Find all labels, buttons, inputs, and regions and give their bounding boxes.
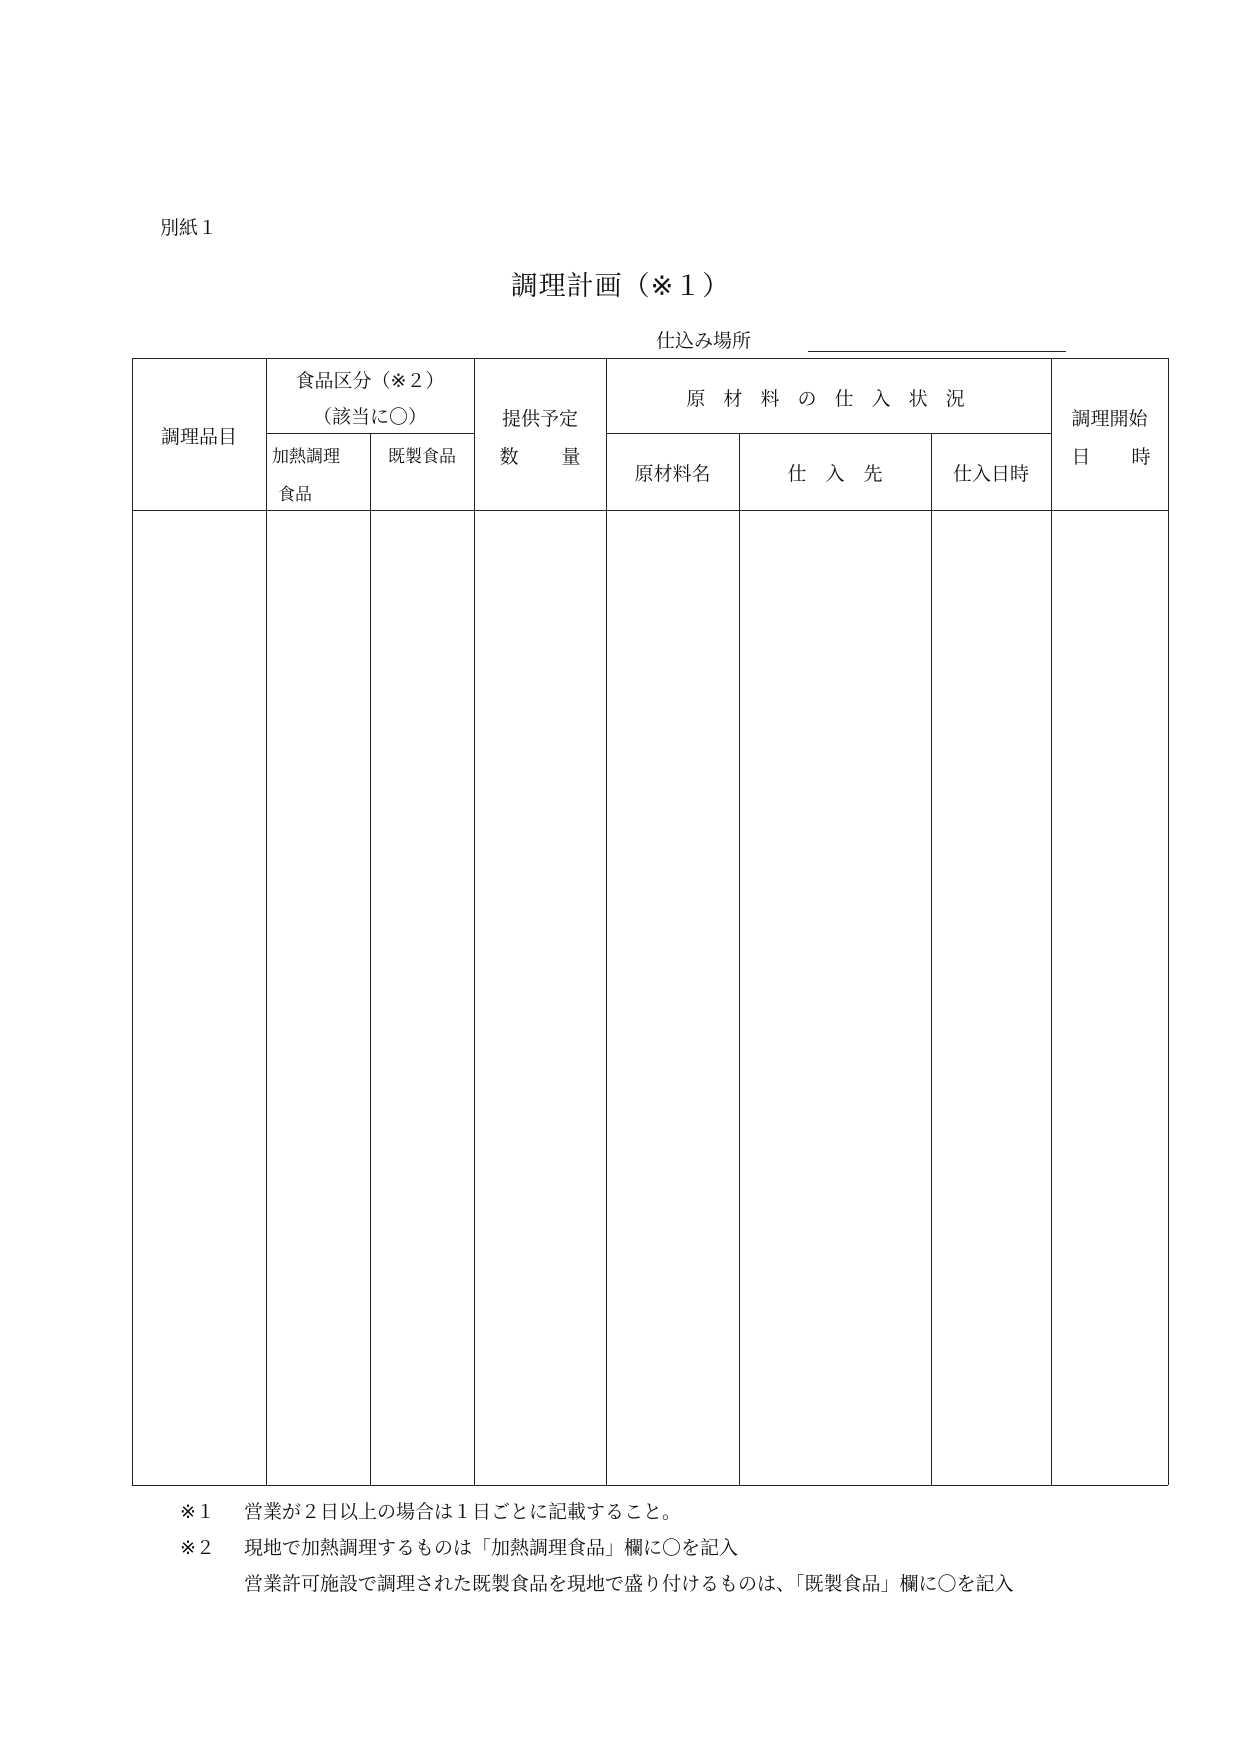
header-supplier: 仕 入 先 [787, 463, 883, 485]
footnote-1-mark: ※１ [180, 1501, 215, 1523]
entry-area[interactable] [134, 512, 1167, 1484]
header-purchase-datetime: 仕入日時 [952, 463, 1029, 485]
table-right-border [1168, 358, 1169, 1485]
prep-place-label: 仕込み場所 [656, 330, 752, 352]
page-title: 調理計画（※１） [510, 271, 731, 302]
header-premade-food: 既製食品 [388, 447, 456, 467]
header-cooking-start-line2a: 日 [1071, 446, 1091, 468]
header-planned-qty-line2a: 数 [499, 446, 519, 468]
header-mid-line-raw [606, 433, 1051, 434]
header-heated-food-line2: 食品 [278, 485, 312, 505]
header-cooking-start-line2b: 時 [1131, 446, 1151, 468]
header-food-category: 食品区分（※２） [295, 370, 445, 392]
header-raw-material-status: 原 材 料 の 仕 入 状 況 [686, 388, 971, 410]
footnote-2-text: 現地で加熱調理するものは「加熱調理食品」欄に〇を記入 [244, 1537, 739, 1559]
prep-place-field-line[interactable] [808, 351, 1066, 352]
header-raw-material-name: 原材料名 [634, 463, 711, 485]
header-bottom-line [132, 510, 1168, 511]
header-cooking-start: 調理開始 [1071, 408, 1148, 430]
attachment-label: 別紙１ [160, 217, 218, 239]
header-heated-food: 加熱調理 [272, 447, 340, 467]
header-food-category-note: （該当に〇） [312, 406, 427, 428]
header-item: 調理品目 [160, 426, 237, 448]
header-planned-qty: 提供予定 [501, 408, 578, 430]
table-left-border [132, 358, 133, 1485]
footnote-1-text: 営業が２日以上の場合は１日ごとに記載すること。 [244, 1501, 682, 1523]
footnote-2-text-cont: 営業許可施設で調理された既製食品を現地で盛り付けるものは、「既製食品」欄に〇を記入 [244, 1573, 1014, 1595]
table-bottom-border [132, 1485, 1168, 1486]
table-top-border [132, 358, 1168, 359]
footnote-2-mark: ※２ [180, 1537, 215, 1559]
header-planned-qty-line2b: 量 [561, 446, 581, 468]
